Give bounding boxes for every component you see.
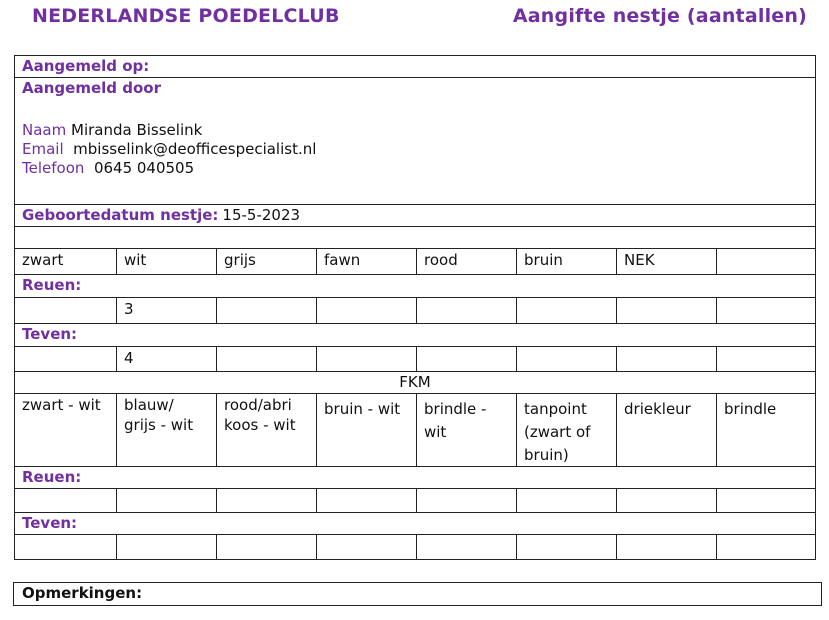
birthdate-row — [15, 204, 815, 226]
name-value[interactable]: Miranda Bisselink — [71, 121, 203, 139]
males-count-cell[interactable] — [416, 298, 516, 323]
color-header — [716, 249, 815, 274]
females-count-cell[interactable] — [416, 347, 516, 371]
males-label: Reuen: — [22, 468, 82, 486]
fkm-color-header: brindle — [716, 394, 815, 466]
fkm-color-header: zwart - wit — [22, 396, 101, 414]
email-label: Email — [22, 140, 64, 158]
contact-email — [15, 140, 815, 159]
registered-on-row — [15, 56, 815, 77]
females-count-cell[interactable] — [15, 347, 116, 371]
birthdate-label: Geboortedatum nestje: — [22, 206, 219, 224]
fkm-males-label-row — [15, 466, 815, 488]
males-count-cell[interactable]: 3 — [116, 298, 216, 323]
females-count-cell[interactable] — [316, 347, 416, 371]
fkm-section-title: FKM — [15, 371, 815, 393]
name-label: Naam — [22, 121, 67, 139]
colors-females-row — [15, 346, 815, 371]
fkm-color-header: brindle - wit — [416, 394, 516, 466]
females-label: Teven: — [22, 514, 78, 532]
fkm-females-count-cell[interactable] — [316, 535, 416, 559]
remarks-label: Opmerkingen: — [22, 584, 143, 602]
fkm-males-row — [15, 488, 815, 512]
color-header: fawn — [316, 249, 416, 274]
fkm-females-count-cell[interactable] — [516, 535, 616, 559]
fkm-males-count-cell[interactable] — [616, 489, 716, 512]
females-label: Teven: — [22, 325, 78, 343]
fkm-males-count-cell[interactable] — [116, 489, 216, 512]
form-title: Aangifte nestje (aantallen) — [512, 5, 807, 27]
fkm-males-count-cell[interactable] — [316, 489, 416, 512]
females-count-cell[interactable] — [716, 347, 815, 371]
email-value[interactable]: mbisselink@deofficespecialist.nl — [73, 140, 317, 158]
females-count-cell[interactable] — [616, 347, 716, 371]
color-header: rood — [416, 249, 516, 274]
fkm-females-count-cell[interactable] — [116, 535, 216, 559]
males-count-cell[interactable] — [316, 298, 416, 323]
fkm-color-header: driekleur — [616, 394, 716, 466]
registered-by-section — [15, 77, 815, 204]
phone-label: Telefoon — [22, 159, 85, 177]
males-count-cell[interactable] — [15, 298, 116, 323]
females-count-cell[interactable]: 4 — [116, 347, 216, 371]
contact-name — [15, 121, 815, 140]
colors-header-row — [15, 248, 815, 274]
registered-on-field[interactable] — [149, 57, 156, 75]
fkm-females-count-cell[interactable] — [716, 535, 815, 559]
fkm-color-header: tanpoint (zwart of bruin) — [516, 394, 616, 466]
color-header: wit — [116, 249, 216, 274]
color-header: zwart — [22, 251, 64, 269]
contact-phone — [15, 159, 815, 178]
registered-on-label: Aangemeld op: — [22, 57, 150, 75]
fkm-males-count-cell[interactable] — [716, 489, 815, 512]
fkm-males-count-cell[interactable] — [216, 489, 316, 512]
fkm-females-count-cell[interactable] — [216, 535, 316, 559]
fkm-females-count-cell[interactable] — [616, 535, 716, 559]
males-count-cell[interactable] — [616, 298, 716, 323]
fkm-females-count-cell[interactable] — [416, 535, 516, 559]
fkm-females-row — [15, 534, 815, 559]
spacer-row — [15, 226, 815, 248]
color-header: grijs — [216, 249, 316, 274]
color-header: bruin — [516, 249, 616, 274]
club-name: NEDERLANDSE POEDELCLUB — [32, 5, 340, 27]
remarks-field[interactable] — [13, 582, 822, 606]
males-count-cell[interactable] — [516, 298, 616, 323]
colors-males-row — [15, 297, 815, 323]
fkm-males-count-cell[interactable] — [516, 489, 616, 512]
fkm-header-row — [15, 393, 815, 466]
fkm-females-count-cell[interactable] — [15, 535, 116, 559]
females-count-cell[interactable] — [216, 347, 316, 371]
males-count-cell[interactable] — [716, 298, 815, 323]
fkm-color-header: blauw/ grijs - wit — [116, 394, 216, 466]
fkm-color-header: rood/abri koos - wit — [216, 394, 316, 466]
fkm-females-label-row — [15, 512, 815, 534]
fkm-males-count-cell[interactable] — [15, 489, 116, 512]
phone-value[interactable]: 0645 040505 — [93, 159, 195, 177]
colors-females-label-row — [15, 323, 815, 346]
color-header: NEK — [616, 249, 716, 274]
litter-registration-form — [14, 55, 816, 560]
colors-males-label-row — [15, 274, 815, 297]
fkm-color-header: bruin - wit — [316, 394, 416, 466]
fkm-males-count-cell[interactable] — [416, 489, 516, 512]
females-count-cell[interactable] — [516, 347, 616, 371]
registered-by-label: Aangemeld door — [22, 79, 161, 97]
males-count-cell[interactable] — [216, 298, 316, 323]
birthdate-value[interactable]: 15-5-2023 — [222, 206, 301, 224]
males-label: Reuen: — [22, 276, 82, 294]
